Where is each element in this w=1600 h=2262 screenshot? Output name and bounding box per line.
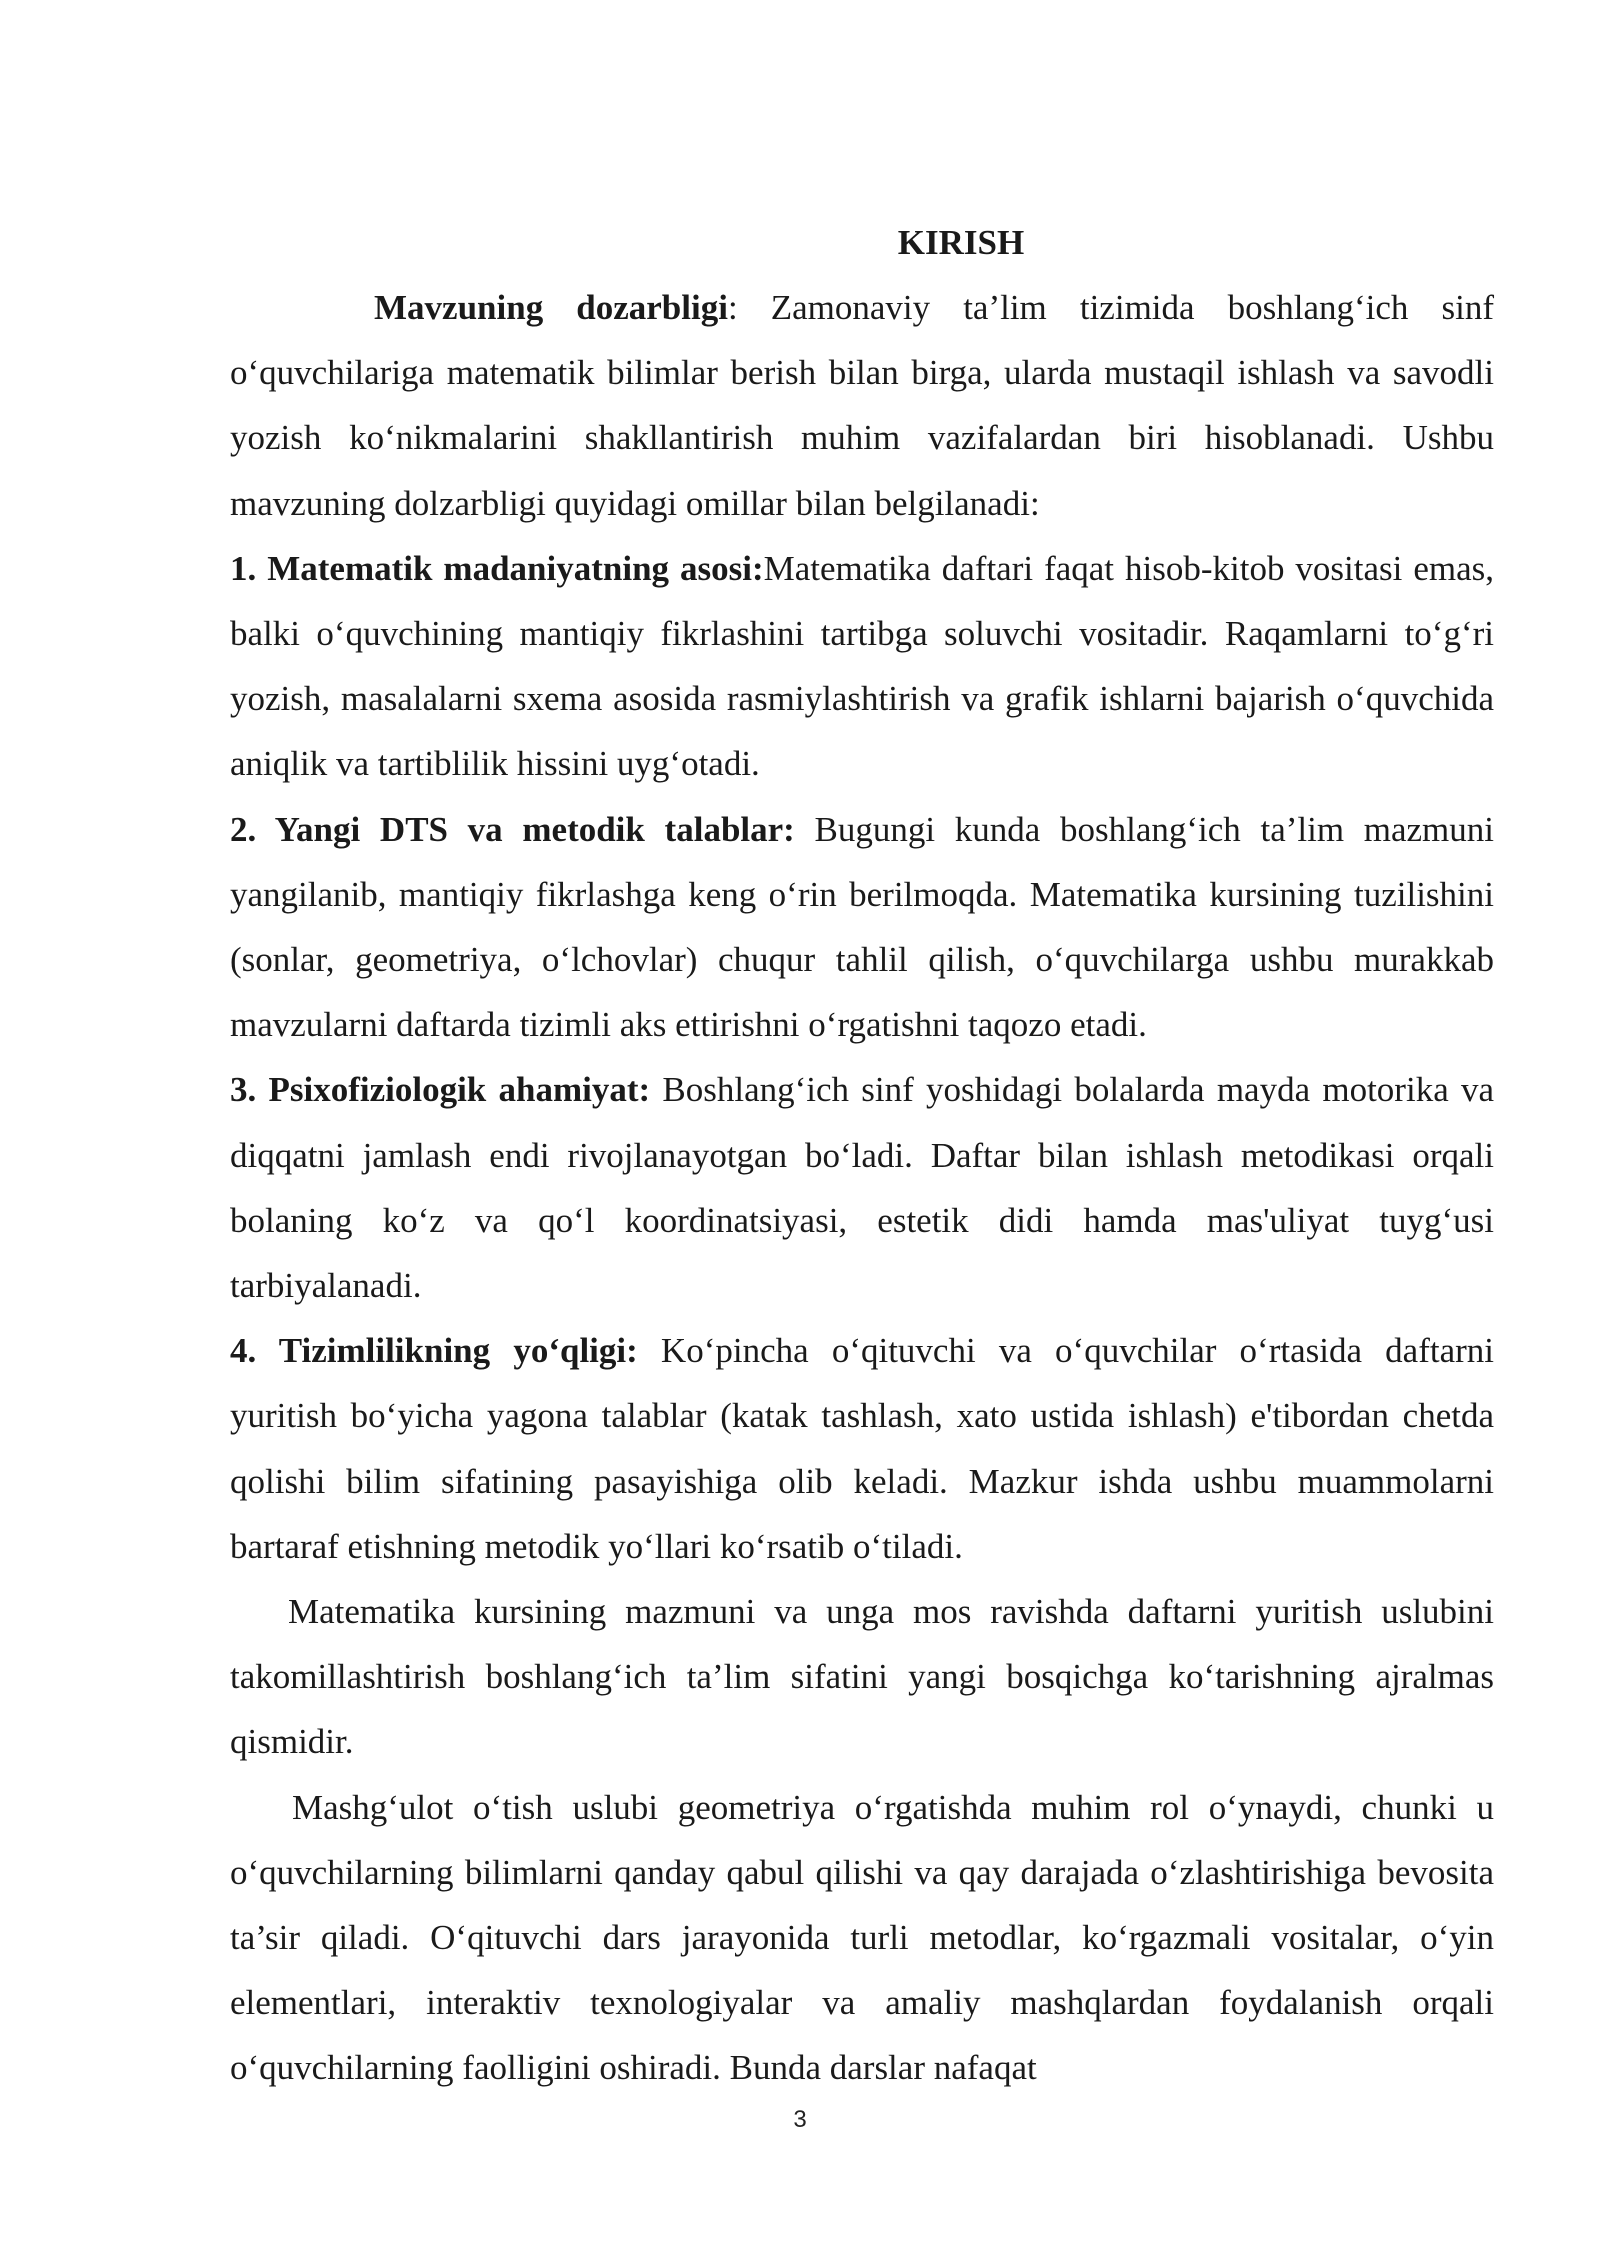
intro-paragraph — [230, 275, 1494, 536]
list-item-3-text: Boshlang‘ich sinf yoshidagi bolalarda mayda motorika va diqqatni jamlash endi rivojlanayotgan bo‘ladi. Daftar bilan ishlash metodikasi orqali bolaning ko‘z va qo‘l koordinatsiyasi, estetik didi hamda mas'uliyat tuyg‘usi tarbiyalanadi. — [230, 1070, 1495, 1306]
list-item-1 — [230, 536, 1494, 797]
list-item-1-heading: 1. Matematik madaniyatning asosi: — [230, 548, 764, 588]
list-item-4-heading: 4. Tizimlilikning yo‘qligi: — [230, 1331, 638, 1371]
document-page — [230, 210, 1494, 2101]
page-number: 3 — [793, 2106, 807, 2133]
list-item-4 — [230, 1318, 1494, 1579]
list-item-1-text: Matematika daftari faqat hisob-kitob vositasi emas, balki o‘quvchining mantiqiy fikrlashini tartibga soluvchi vositadir. Raqamlarni to‘g‘ri yozish, masalalarni sxema asosida rasmiylashtirish va grafik ishlarni bajarish o‘quvchida aniqlik va tartiblilik hissini uyg‘otadi. — [230, 548, 1494, 784]
list-item-3-heading: 3. Psixofiziologik ahamiyat: — [230, 1070, 651, 1110]
intro-text: : Zamonaviy ta’lim tizimida boshlang‘ich sinf o‘quvchilariga matematik bilimlar berish bilan birga, ularda mustaqil ishlash va savodli yozish ko‘nikmalarini shakllantirish muhim vazifalardan biri hisoblanadi. Ushbu mavzuning dolzarbligi quyidagi omillar bilan belgilanadi: — [230, 288, 1494, 523]
page-title: KIRISH — [897, 223, 1025, 262]
list-item-2 — [230, 797, 1494, 1058]
list-item-3 — [230, 1057, 1494, 1318]
list-item-4-text: Ko‘pincha o‘qituvchi va o‘quvchilar o‘rtasida daftarni yuritish bo‘yicha yagona talablar (katak tashlash, xato ustida ishlash) e'tibordan chetda qolishi bilim sifatining pasayishiga olib keladi. Mazkur ishda ushbu muammolarni bartaraf etishning metodik yo‘llari ko‘rsatib o‘tiladi. — [230, 1331, 1494, 1566]
body-paragraph-1: Matematika kursining mazmuni va unga mos ravishda daftarni yuritish uslubini takomillashtirish boshlang‘ich ta’lim sifatini yangi bosqichga ko‘tarishning ajralmas qismidir. — [230, 1592, 1494, 1762]
list-item-2-text: Bugungi kunda boshlang‘ich ta’lim mazmuni yangilanib, mantiqiy fikrlashga keng o‘rin berilmoqda. Matematika kursining tuzilishini (sonlar, geometriya, o‘lchovlar) chuqur tahlil qilish, o‘quvchilarga ushbu murakkab mavzularni daftarda tizimli aks ettirishni o‘rgatishni taqozo etadi. — [230, 809, 1494, 1045]
intro-heading: Mavzuning dozarbligi — [374, 288, 728, 327]
list-item-2-heading: 2. Yangi DTS va metodik talablar: — [230, 809, 795, 849]
body-paragraph-2: Mashg‘ulot o‘tish uslubi geometriya o‘rgatishda muhim rol o‘ynaydi, chunki u o‘quvchilarning bilimlarni qanday qabul qilishi va qay darajada o‘zlashtirishiga bevosita ta’sir qiladi. O‘qituvchi dars jarayonida turli metodlar, ko‘rgazmali vositalar, o‘yin elementlari, interaktiv texnologiyalar va amaliy mashqlardan foydalanish orqali o‘quvchilarning faolligini oshiradi. Bunda darslar nafaqat — [230, 1787, 1494, 2088]
